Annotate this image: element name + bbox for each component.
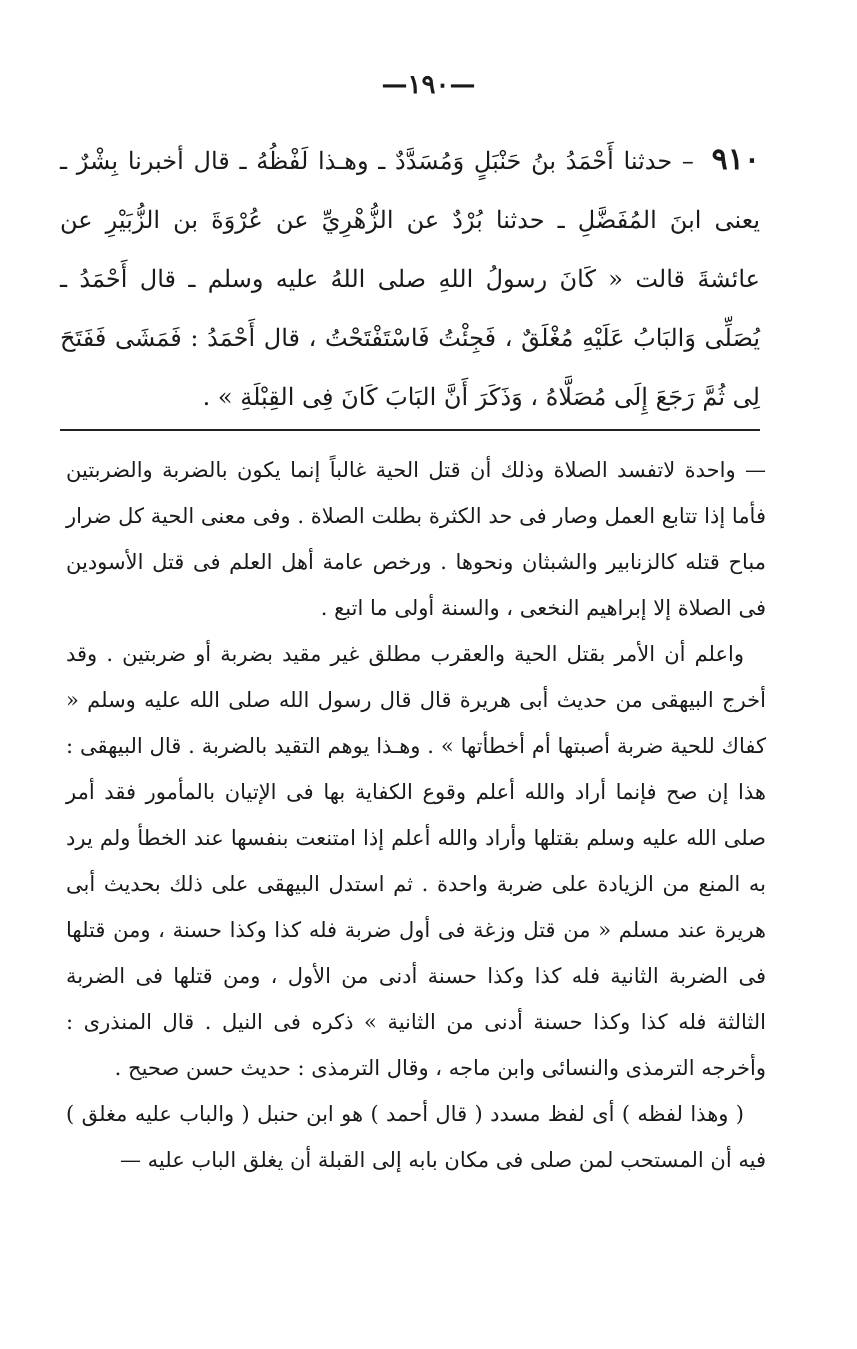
hadith-number: ٩١٠: [711, 142, 760, 177]
commentary-paragraph: ( وهذا لفظه ) أى لفظ مسدد ( قال أحمد ) هو ابن حنبل ( والباب عليه مغلق ) فيه أن المستحب لمن صلى فى مكان بابه إلى القبلة أن يغلق الباب عليه —: [66, 1102, 766, 1172]
hadith-text-block: [60, 130, 760, 427]
commentary-block: [66, 447, 766, 1183]
hadith-text: – حدثنا أَحْمَدُ بنُ حَنْبَلٍ وَمُسَدَّدٌ ـ وهـذا لَفْظُهُ ـ قال أخبرنا بِشْرٌ ـ يعنى ابنَ المُفَضَّلِ ـ حدثنا بُرْدٌ عن الزُّهْرِيِّ عن عُرْوَةَ بن الزُّبَيْرِ عن عائشةَ قالت « كَانَ رسولُ اللهِ صلى اللهُ عليه وسلم ـ قال أَحْمَدُ ـ يُصَلِّى وَالبَابُ عَلَيْهِ مُغْلَقٌ ، فَجِئْتُ فَاسْتَفْتَحْتُ ، قال أَحْمَدُ : فَمَشَى فَفَتَحَ لِى ثُمَّ رَجَعَ إِلَى مُصَلَّاهُ ، وَذَكَرَ أَنَّ البَابَ كَانَ فِى القِبْلَةِ » .: [60, 147, 760, 411]
section-divider: [60, 429, 760, 431]
commentary-paragraph: واعلم أن الأمر بقتل الحية والعقرب مطلق غير مقيد بضربة أو ضربتين . وقد أخرج البيهقى من حديث أبى هريرة قال قال رسول الله صلى الله عليه وسلم « كفاك للحية ضربة أصبتها أم أخطأتها » . وهـذا يوهم التقيد بالضربة . قال البيهقى : هذا إن صح فإنما أراد والله أعلم وقوع الكفاية بها فى الإتيان بالمأمور فقد أمر صلى الله عليه وسلم بقتلها وأراد والله أعلم إذا امتنعت بنفسها عند الخطأ ولم يرد به المنع من الزيادة على ضربة واحدة . ثم استدل البيهقى على ذلك بحديث أبى هريرة عند مسلم « من قتل وزغة فى أول ضربة فله كذا وكذا حسنة ، ومن قتلها فى الضربة الثانية فله كذا وكذا حسنة أدنى من الأول ، ومن قتلها فى الضربة الثالثة فله كذا وكذا حسنة أدنى من الثانية » ذكره فى النيل . قال المنذرى : وأخرجه الترمذى والنسائى وابن ماجه ، وقال الترمذى : حديث حسن صحيح .: [66, 642, 766, 1080]
page-number: —١٩٠—: [381, 70, 476, 100]
commentary-paragraph: — واحدة لاتفسد الصلاة وذلك أن قتل الحية غالباً إنما يكون بالضربة والضربتين فأما إذا تتابع العمل وصار فى حد الكثرة بطلت الصلاة . وفى معنى الحية كل ضرار مباح قتله كالزنابير والشبثان ونحوها . ورخص عامة أهل العلم فى قتل الأسودين فى الصلاة إلا إبراهيم النخعى ، والسنة أولى ما اتبع .: [66, 458, 766, 620]
